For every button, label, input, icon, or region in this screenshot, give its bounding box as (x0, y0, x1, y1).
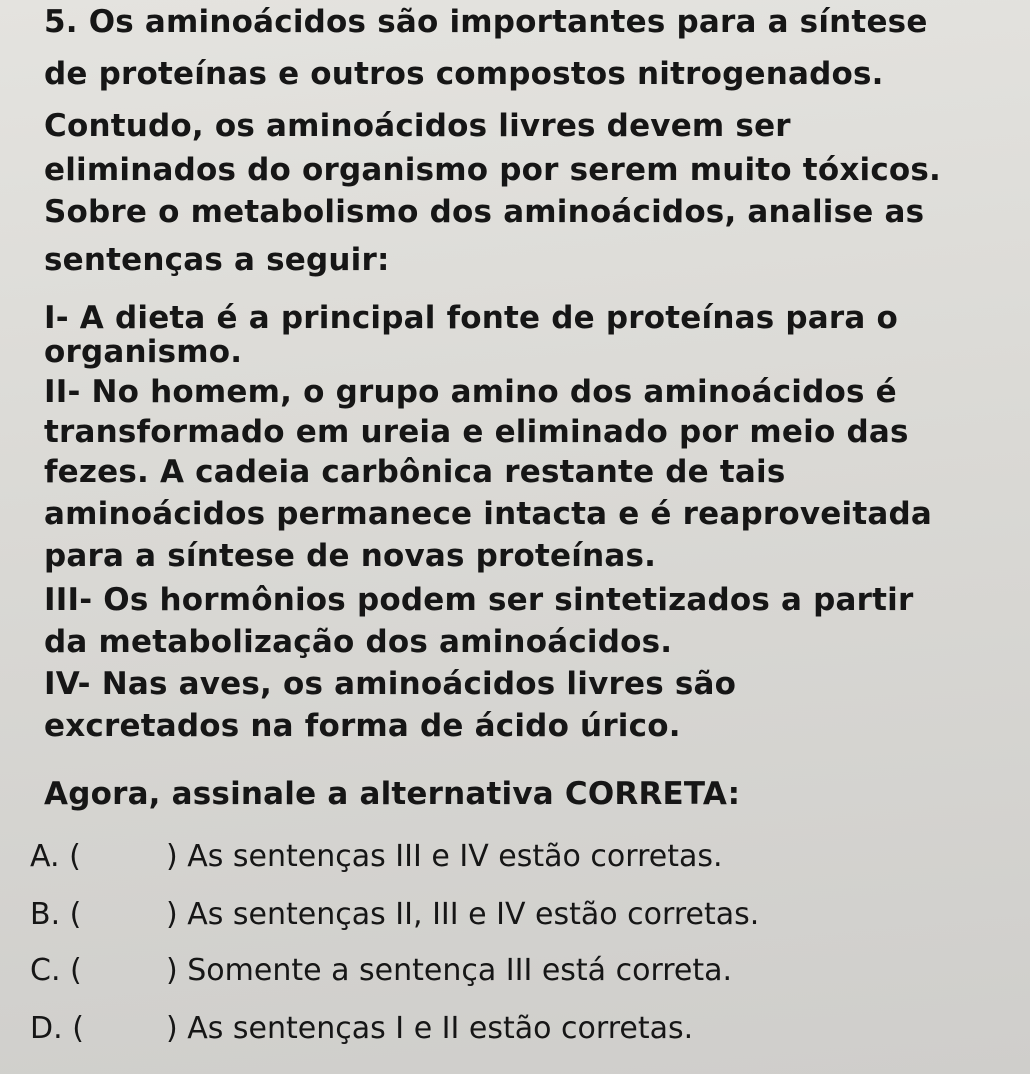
statement-line: organismo. (44, 334, 243, 370)
statement-line: excretados na forma de ácido úrico. (44, 708, 681, 744)
instruction-text: Agora, assinale a alternativa CORRETA: (44, 776, 741, 812)
statement-line: da metabolização dos aminoácidos. (44, 624, 673, 660)
option-text: ) Somente a sentença III está correta. (166, 953, 733, 988)
statement-line: para a síntese de novas proteínas. (44, 538, 657, 574)
statement-line: fezes. A cadeia carbônica restante de tais (44, 454, 786, 490)
option-letter: D. ( (30, 1011, 84, 1046)
option-letter: B. ( (30, 897, 82, 932)
question-line: Sobre o metabolismo dos aminoácidos, analise as (44, 194, 925, 230)
option-text: ) As sentenças III e IV estão corretas. (166, 839, 723, 874)
question-line: sentenças a seguir: (44, 242, 390, 278)
option-text: ) As sentenças I e II estão corretas. (166, 1011, 694, 1046)
statement-line: aminoácidos permanece intacta e é reaproveitada (44, 496, 932, 532)
option-a[interactable] (30, 836, 723, 878)
option-c[interactable] (30, 950, 732, 992)
question-line: de proteínas e outros compostos nitrogenados. (44, 56, 884, 92)
option-b[interactable] (30, 894, 759, 936)
statement-line: II- No homem, o grupo amino dos aminoácidos é (44, 374, 897, 410)
question-line: eliminados do organismo por serem muito tóxicos. (44, 152, 942, 188)
option-letter: C. ( (30, 953, 82, 988)
statement-line: IV- Nas aves, os aminoácidos livres são (44, 666, 737, 702)
option-letter: A. ( (30, 839, 81, 874)
statement-line: transformado em ureia e eliminado por meio das (44, 414, 909, 450)
statement-line: I- A dieta é a principal fonte de proteínas para o (44, 300, 898, 336)
statement-line: III- Os hormônios podem ser sintetizados a partir (44, 582, 914, 618)
question-line: Contudo, os aminoácidos livres devem ser (44, 108, 791, 144)
question-line: 5. Os aminoácidos são importantes para a síntese (44, 4, 928, 40)
option-d[interactable] (30, 1008, 693, 1050)
option-text: ) As sentenças II, III e IV estão corretas. (166, 897, 760, 932)
